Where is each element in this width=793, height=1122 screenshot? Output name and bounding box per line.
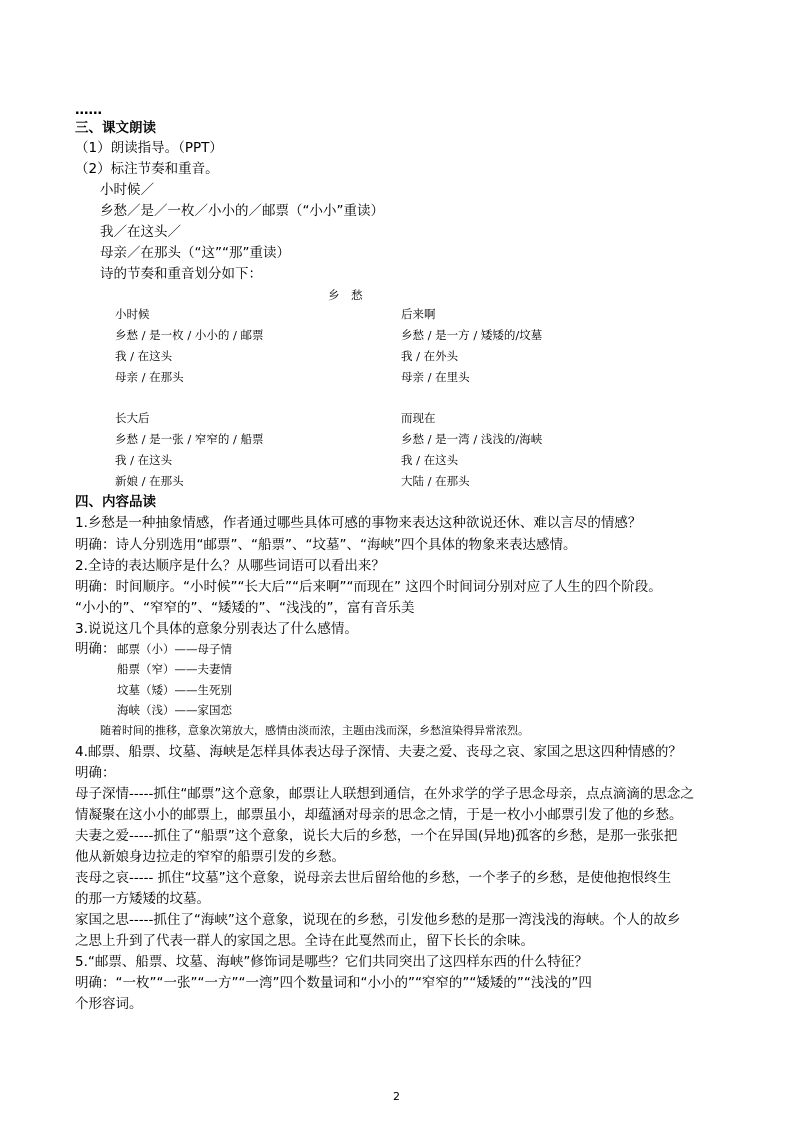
poem-line: 大陆 / 在那头: [401, 474, 470, 488]
poem-line: 乡愁 / 是一张 / 窄窄的 / 船票: [115, 432, 264, 446]
poem-line: 母亲 / 在里头: [401, 370, 470, 384]
poem-line: 乡愁 / 是一方 / 矮矮的/坟墓: [401, 328, 543, 342]
section3-item1: （1）朗读指导。（PPT）: [75, 140, 223, 156]
answer-4-line: 之思上升到了代表一群人的家国之思。全诗在此戛然而止，留下长长的余味。: [75, 933, 534, 949]
ellipsis: ……: [75, 102, 102, 118]
answer-5-cont: 个形容词。: [75, 996, 143, 1012]
section4-heading: 四、内容品读: [75, 494, 156, 510]
poem-line: 长大后: [115, 411, 150, 425]
poem-line: 我 / 在外头: [401, 349, 459, 363]
answer-4-line: 他从新娘身边拉走的窄窄的船票引发的乡愁。: [75, 849, 345, 865]
poem-line: 我 / 在这头: [401, 453, 459, 467]
poem-line: 小时候: [115, 307, 150, 321]
answer-4-line: 母子深情-----抓住“邮票”这个意象，邮票让人联想到通信，在外求学的学子思念母亲，点点滴滴的思念之: [75, 786, 694, 802]
answer-5: 明确：“一枚”“一张”“一方”“一湾”四个数量词和“小小的”“窄窄的”“矮矮的”“浅浅的”四: [75, 975, 592, 991]
poem-title: 乡 愁: [328, 288, 363, 302]
poem-line: 乡愁 / 是一枚 / 小小的 / 邮票: [115, 328, 264, 342]
answer-2-cont: “小小的”、“窄窄的”、“矮矮的”、“浅浅的”，富有音乐美: [75, 600, 415, 616]
answer-1: 明确：诗人分别选用“邮票”、“船票”、“坟墓”、“海峡”四个具体的物象来表达感情。: [75, 537, 577, 553]
question-2: 2.全诗的表达顺序是什么？从哪些词语可以看出来？: [75, 558, 385, 574]
poem-line: 后来啊: [401, 307, 436, 321]
poem-line: 乡愁 / 是一湾 / 浅浅的/海峡: [401, 432, 543, 446]
section3-heading: 三、课文朗读: [75, 120, 156, 136]
reading-line: 诗的节奏和重音划分如下：: [100, 266, 262, 282]
poem-line: 而现在: [401, 411, 436, 425]
reading-line: 乡愁／是／一枚／小小的／邮票（“小小”重读）: [100, 203, 384, 219]
page-number: 2: [393, 1090, 400, 1103]
answer-3-label: 明确：: [75, 641, 116, 657]
meaning-line: 邮票（小）——母子情: [117, 642, 232, 656]
answer-4-line: 的那一方矮矮的坟墓。: [75, 891, 210, 907]
answer-4-line: 情凝聚在这小小的邮票上，邮票虽小，却蕴涵对母亲的思念之情，于是一枚小小邮票引发了他的乡愁。: [75, 807, 683, 823]
answer-4-line: 丧母之哀----- 抓住“坟墓”这个意象，说母亲去世后留给他的乡愁，一个孝子的乡愁，是使他抱恨终生: [75, 870, 672, 886]
question-4: 4.邮票、船票、坟墓、海峡是怎样具体表达母子深情、夫妻之爱、丧母之哀、家国之思这四种情感的？: [75, 744, 682, 760]
answer-4-line: 家国之思-----抓住了“海峡”这个意象，说现在的乡愁，引发他乡愁的是那一湾浅浅的海峡。个人的故乡: [75, 912, 681, 928]
summary-line: 随着时间的推移，意象次第放大，感情由淡而浓，主题由浅而深，乡愁渲染得异常浓烈。: [100, 724, 529, 737]
answer-2: 明确：时间顺序。“小时候”“长大后”“后来啊”“而现在” 这四个时间词分别对应了人生的四个阶段。: [75, 579, 662, 595]
question-3: 3.说说这几个具体的意象分别表达了什么感情。: [75, 621, 358, 637]
question-1: 1.乡愁是一种抽象情感，作者通过哪些具体可感的事物来表达这种欲说还休、难以言尽的情感？: [75, 515, 642, 531]
meaning-line: 海峡（浅）——家国恋: [117, 703, 232, 717]
poem-line: 新娘 / 在那头: [115, 474, 184, 488]
answer-4-line: 夫妻之爱-----抓住了“船票”这个意象，说长大后的乡愁，一个在异国(异地)孤客的乡愁，是那一张张把: [75, 828, 678, 844]
poem-line: 我 / 在这头: [115, 349, 173, 363]
reading-line: 母亲／在那头（“这”“那”重读）: [100, 245, 290, 261]
poem-line: 母亲 / 在那头: [115, 370, 184, 384]
reading-line: 小时候／: [100, 182, 154, 198]
poem-line: 我 / 在这头: [115, 453, 173, 467]
meaning-line: 坟墓（矮）——生死别: [117, 683, 232, 697]
answer-4-label: 明确：: [75, 765, 116, 781]
question-5: 5.“邮票、船票、坟墓、海峡”修饰词是哪些？它们共同突出了这四样东西的什么特征？: [75, 954, 588, 970]
reading-line: 我／在这头／: [100, 224, 181, 240]
section3-item2: （2）标注节奏和重音。: [75, 161, 219, 177]
meaning-line: 船票（窄）——夫妻情: [117, 662, 232, 676]
